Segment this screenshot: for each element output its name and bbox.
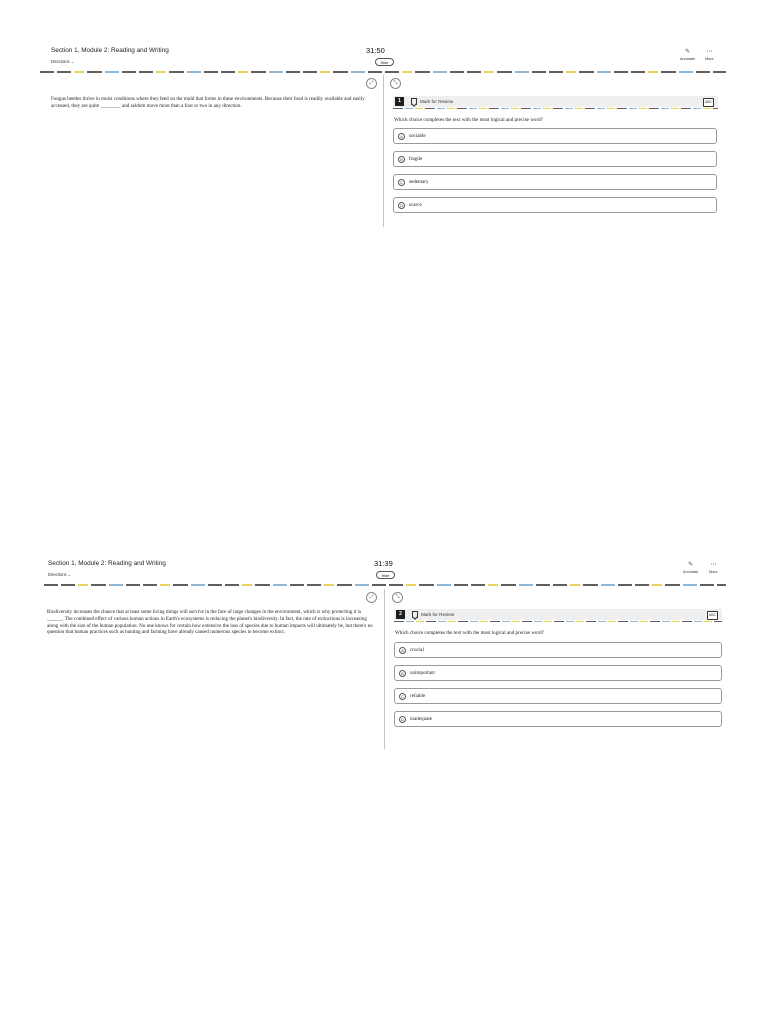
header — [0, 44, 768, 74]
choice-text: crucial — [410, 647, 424, 653]
expand-question-icon[interactable]: ⤡ — [392, 592, 403, 603]
directions-label: Directions — [48, 572, 67, 577]
timer: 31:50 — [366, 46, 385, 55]
choice-d[interactable] — [394, 711, 722, 727]
choice-letter: D — [399, 716, 406, 723]
choice-text: unimportant — [410, 670, 435, 676]
expand-passage-icon[interactable]: ⤢ — [366, 78, 377, 89]
annotate-label: Annotate — [683, 570, 699, 574]
hide-timer-button[interactable]: Hide — [376, 571, 395, 579]
question-number: 1 — [395, 97, 404, 106]
bookmark-icon[interactable] — [412, 611, 418, 618]
progress-stripe — [44, 584, 726, 586]
pencil-icon: ✎ — [685, 49, 691, 55]
eliminator-icon[interactable]: ABC — [703, 98, 714, 107]
choice-c[interactable] — [393, 174, 717, 190]
question-text: Which choice completes the text with the most logical and precise word? — [394, 117, 543, 123]
timer: 31:39 — [374, 559, 393, 568]
pencil-icon: ✎ — [688, 562, 694, 568]
choice-a[interactable] — [393, 128, 717, 144]
choice-b[interactable] — [394, 665, 722, 681]
choice-c[interactable] — [394, 688, 722, 704]
pane-divider[interactable] — [383, 75, 384, 227]
eliminator-icon[interactable]: ABC — [707, 611, 718, 620]
annotate-button[interactable] — [683, 561, 698, 574]
passage-text: Biodiversity increases the chance that at least some living things will survive in the face of large changes in the environment, which is why protecting it is ______. The combined effect of various human actions in Earth's ecosystems is reducing the planet's biodiversity. In fact, the rate of extinctions is increasing along with the size of the human population. No one knows for certain how extensive the loss of species due to human impacts will ultimately be, but there's no question that human practices such as hunting and farming have already caused numerous species to become extinct. — [47, 609, 373, 636]
mark-for-review-button[interactable]: Mark for Review — [420, 98, 454, 104]
section-title: Section 1, Module 2: Reading and Writing — [48, 560, 166, 567]
chevron-down-icon: ⌄ — [70, 59, 75, 64]
question-header — [394, 609, 722, 620]
more-button[interactable] — [709, 561, 718, 574]
expand-passage-icon[interactable]: ⤢ — [366, 592, 377, 603]
question-stripe — [393, 108, 718, 109]
question-stripe — [394, 621, 722, 622]
choice-text: inadequate — [410, 716, 433, 722]
choice-text: sociable — [409, 133, 426, 139]
choice-text: reliable — [410, 693, 426, 699]
more-button[interactable] — [705, 48, 714, 61]
bookmark-icon[interactable] — [411, 98, 417, 105]
exam-panel-2 — [0, 557, 768, 757]
more-icon: ⋯ — [710, 562, 717, 568]
progress-stripe — [40, 71, 726, 73]
directions-label: Directions — [51, 59, 70, 64]
annotate-button[interactable] — [680, 48, 695, 61]
question-header — [393, 96, 718, 107]
hide-timer-button[interactable]: Hide — [375, 58, 394, 66]
question-number: 2 — [396, 610, 405, 619]
choice-letter: A — [398, 133, 405, 140]
more-icon: ⋯ — [706, 49, 713, 55]
annotate-label: Annotate — [680, 57, 696, 61]
choice-letter: B — [399, 670, 406, 677]
choice-d[interactable] — [393, 197, 717, 213]
choice-text: scarce — [409, 202, 422, 208]
choice-letter: C — [399, 693, 406, 700]
section-title: Section 1, Module 2: Reading and Writing — [51, 47, 169, 54]
more-label: More — [709, 570, 718, 574]
choice-letter: D — [398, 202, 405, 209]
pane-divider[interactable] — [384, 589, 385, 749]
mark-for-review-button[interactable]: Mark for Review — [421, 611, 455, 617]
exam-panel-1 — [0, 44, 768, 244]
choice-text: sedentary — [409, 179, 429, 185]
directions-toggle[interactable] — [51, 59, 74, 64]
more-label: More — [705, 57, 714, 61]
choice-text: fragile — [409, 156, 423, 162]
choice-letter: A — [399, 647, 406, 654]
header — [0, 557, 768, 587]
expand-question-icon[interactable]: ⤡ — [390, 78, 401, 89]
choice-letter: C — [398, 179, 405, 186]
passage-text: Fungus beetles thrive in moist conditions where they feed on the mold that forms in these environments. Because their food is readily available and easily accessed, they are quite ________ and seldom move more than a foot or two in any direction. — [51, 96, 365, 109]
chevron-down-icon: ⌄ — [67, 572, 72, 577]
choice-a[interactable] — [394, 642, 722, 658]
choice-letter: B — [398, 156, 405, 163]
directions-toggle[interactable] — [48, 572, 71, 577]
question-text: Which choice completes the text with the most logical and precise word? — [395, 630, 544, 636]
choice-b[interactable] — [393, 151, 717, 167]
